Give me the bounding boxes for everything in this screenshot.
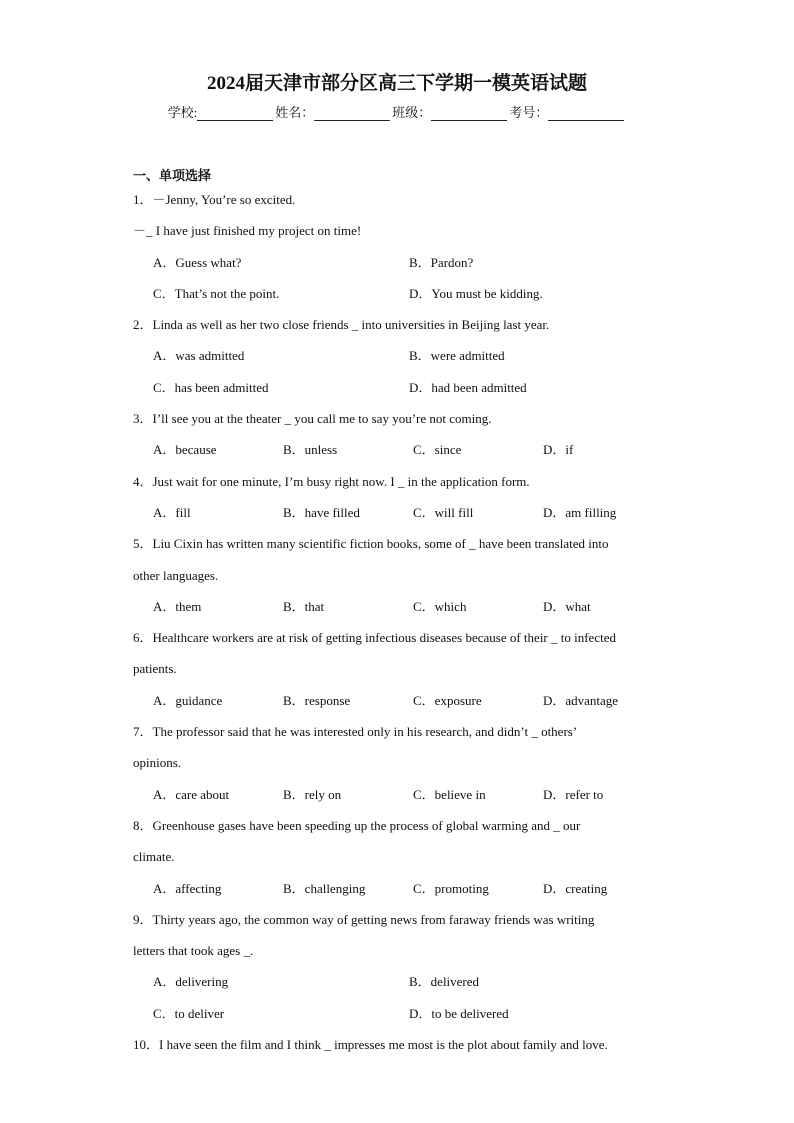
question-text: 9．Thirty years ago, the common way of getting news from faraway friends was writing xyxy=(133,911,595,927)
class-label: 班级： xyxy=(392,105,432,120)
school-blank xyxy=(197,106,273,121)
answer-option[interactable]: A．fill xyxy=(153,504,191,520)
answer-option[interactable]: B．were admitted xyxy=(409,348,505,364)
option-row xyxy=(133,595,673,626)
answer-option[interactable]: B．Pardon? xyxy=(409,254,474,270)
option-row xyxy=(133,877,673,908)
question-item xyxy=(133,720,673,814)
answer-option[interactable]: B．response xyxy=(283,692,351,708)
question-text: 1．－Jenny, You’re so excited. xyxy=(133,192,296,207)
answer-option[interactable]: D．had been admitted xyxy=(409,379,527,395)
answer-option[interactable]: C．believe in xyxy=(413,786,486,802)
answer-option[interactable]: C．since xyxy=(413,442,462,458)
question-text: －_ I have just finished my project on time! xyxy=(133,223,362,239)
option-row xyxy=(133,689,673,720)
option-row xyxy=(133,970,673,1001)
exam-no-label: 考号： xyxy=(509,105,549,120)
option-row xyxy=(133,251,673,282)
exam-title: 2024届天津市部分区高三下学期一模英语试题 xyxy=(206,73,587,94)
question-text: 6．Healthcare workers are at risk of getting infectious diseases because of their _ to infected xyxy=(133,630,616,646)
question-text: 8．Greenhouse gases have been speeding up the process of global warming and _ our xyxy=(133,817,581,833)
option-row xyxy=(133,783,673,814)
question-text: opinions. xyxy=(133,755,182,771)
question-text: other languages. xyxy=(133,567,219,583)
answer-option[interactable]: B．unless xyxy=(283,442,338,458)
question-list xyxy=(133,188,673,1064)
answer-option[interactable]: B．that xyxy=(283,598,325,614)
question-text: 5．Liu Cixin has written many scientific fiction books, some of _ have been translated into xyxy=(133,536,609,552)
answer-option[interactable]: A．guidance xyxy=(153,692,223,708)
answer-option[interactable]: B．rely on xyxy=(283,786,342,802)
answer-option[interactable]: D．am filling xyxy=(543,504,617,520)
answer-option[interactable]: D．what xyxy=(543,598,591,614)
question-item xyxy=(133,532,673,626)
answer-option[interactable]: C．promoting xyxy=(413,880,489,896)
question-item xyxy=(133,188,673,313)
question-text: 3．I’ll see you at the theater _ you call me to say you’re not coming. xyxy=(133,411,492,427)
question-item xyxy=(133,908,673,1033)
answer-option[interactable]: A．because xyxy=(153,442,217,458)
question-text: climate. xyxy=(133,849,175,865)
option-row xyxy=(133,438,673,469)
question-text: 2．Linda as well as her two close friends _ into universities in Beijing last year. xyxy=(133,317,550,333)
question-item xyxy=(133,814,673,908)
answer-option[interactable]: D．creating xyxy=(543,880,608,896)
answer-option[interactable]: A．them xyxy=(153,598,202,614)
answer-option[interactable]: C．will fill xyxy=(413,504,474,520)
answer-option[interactable]: D．if xyxy=(543,442,574,458)
answer-option[interactable]: A．Guess what? xyxy=(153,254,242,270)
name-label: 姓名： xyxy=(275,105,315,120)
question-text: patients. xyxy=(133,661,177,677)
answer-option[interactable]: A．affecting xyxy=(153,880,222,896)
question-text: 4．Just wait for one minute, I’m busy right now. I _ in the application form. xyxy=(133,473,530,489)
answer-option[interactable]: D．to be delivered xyxy=(409,1005,509,1021)
question-item xyxy=(133,470,673,533)
answer-option[interactable]: A．was admitted xyxy=(153,348,245,364)
answer-option[interactable]: C．to deliver xyxy=(153,1005,225,1021)
exam-no-blank xyxy=(548,106,624,121)
option-row xyxy=(133,1002,673,1033)
answer-option[interactable]: D．refer to xyxy=(543,786,604,802)
question-text: 10．I have seen the film and I think _ impresses me most is the plot about family and love. xyxy=(133,1037,608,1053)
class-blank xyxy=(431,106,507,121)
answer-option[interactable]: C．exposure xyxy=(413,692,482,708)
answer-option[interactable]: C．which xyxy=(413,598,467,614)
section-heading: 一、单项选择 xyxy=(133,169,212,184)
name-blank xyxy=(314,106,390,121)
answer-option[interactable]: D．advantage xyxy=(543,692,619,708)
option-row xyxy=(133,344,673,375)
answer-option[interactable]: C．has been admitted xyxy=(153,379,269,395)
answer-option[interactable]: B．have filled xyxy=(283,504,360,520)
option-row xyxy=(133,282,673,313)
school-label: 学校: xyxy=(167,105,198,120)
answer-option[interactable]: A．delivering xyxy=(153,974,229,990)
question-text: 7．The professor said that he was interested only in his research, and didn’t _ others’ xyxy=(133,724,578,740)
answer-option[interactable]: D．You must be kidding. xyxy=(409,285,543,301)
option-row xyxy=(133,501,673,532)
question-item xyxy=(133,407,673,470)
option-row xyxy=(133,376,673,407)
question-item xyxy=(133,626,673,720)
answer-option[interactable]: A．care about xyxy=(153,786,230,802)
question-item xyxy=(133,313,673,407)
question-text: letters that took ages _. xyxy=(133,943,254,959)
answer-option[interactable]: B．delivered xyxy=(409,974,480,990)
question-item xyxy=(133,1033,673,1064)
student-info xyxy=(0,102,794,121)
answer-option[interactable]: B．challenging xyxy=(283,880,366,896)
answer-option[interactable]: C．That’s not the point. xyxy=(153,285,280,301)
